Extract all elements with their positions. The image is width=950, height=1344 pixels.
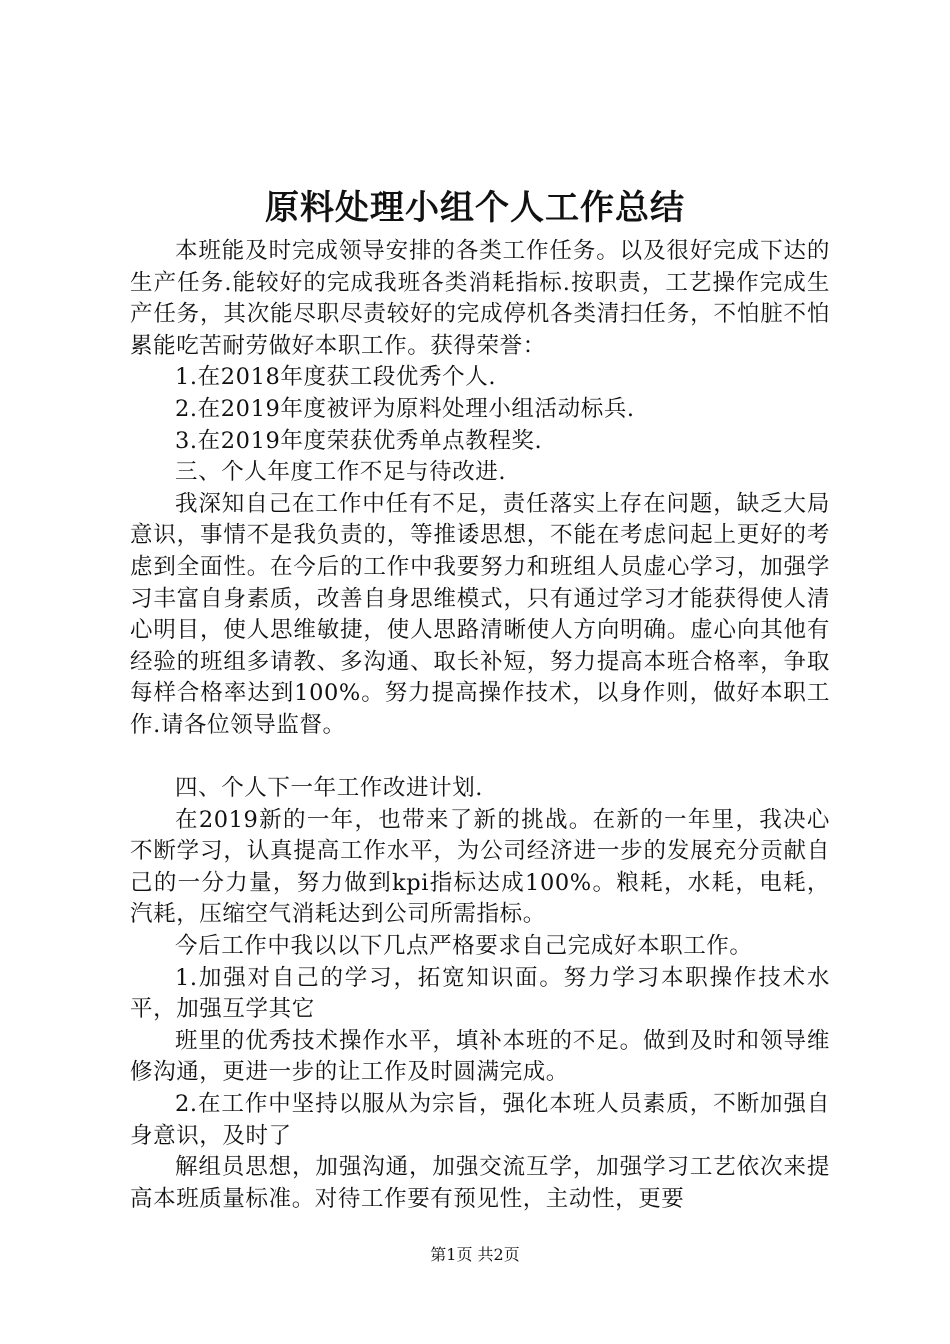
plan-item-1-continued: 班里的优秀技术操作水平，填补本班的不足。做到及时和领导维修沟通，更进一步的让工作及时圆满完成。 [130, 1027, 830, 1086]
page-footer: 第1页 共2页 [430, 1245, 520, 1264]
honor-item-3: 3.在2019年度荣获优秀单点教程奖. [175, 427, 543, 454]
plan-item-2: 2.在工作中坚持以服从为宗旨，强化本班人员素质，不断加强自身意识，及时了 [130, 1091, 830, 1149]
paragraph-intro: 本班能及时完成领导安排的各类工作任务。以及很好完成下达的生产任务.能较好的完成我班各类消耗指标.按职责，工艺操作完成生产任务，其次能尽职尽责较好的完成停机各类清扫任务，不怕脏不怕累能吃苦耐劳做好本职工作。获得荣誉： [130, 238, 830, 359]
honor-item-1: 1.在2018年度获工段优秀个人. [175, 364, 497, 391]
paragraph-requirements: 今后工作中我以以下几点严格要求自己完成好本职工作。 [175, 933, 753, 960]
document-body [130, 236, 830, 1215]
paragraph-shortcomings: 我深知自己在工作中任有不足，责任落实上存在问题，缺乏大局意识，事情不是我负责的，等推诿思想，不能在考虑问起上更好的考虑到全面性。在今后的工作中我要努力和班组人员虚心学习，加强学习丰富自身素质，改善自身思维模式，只有通过学习才能获得使人清心明目，使人思维敏捷，使人思路清晰使人方向明确。虚心向其他有经验的班组多请教、多沟通、取长补短，努力提高本班合格率，争取每样合格率达到100%。努力提高操作技术，以身作则，做好本职工作.请各位领导监督。 [130, 490, 830, 738]
plan-item-2-continued: 解组员思想，加强沟通，加强交流互学，加强学习工艺依次来提高本班质量标准。对待工作要有预见性，主动性，更要 [130, 1154, 830, 1212]
plan-item-1: 1.加强对自己的学习，拓宽知识面。努力学习本职操作技术水平，加强互学其它 [130, 964, 830, 1023]
document-title: 原料处理小组个人工作总结 [265, 188, 685, 228]
paragraph-plan: 在2019新的一年，也带来了新的挑战。在新的一年里，我决心不断学习，认真提高工作水平，为公司经济进一步的发展充分贡献自己的一分力量，努力做到kpi指标达成100%。粮耗，水耗，电耗，汽耗，压缩空气消耗达到公司所需指标。 [130, 806, 830, 928]
section-heading-shortcomings: 三、个人年度工作不足与待改进. [175, 459, 507, 486]
honor-item-2: 2.在2019年度被评为原料处理小组活动标兵. [175, 395, 635, 422]
section-heading-plan: 四、个人下一年工作改进计划. [175, 775, 484, 802]
paragraph-gap [130, 742, 830, 774]
